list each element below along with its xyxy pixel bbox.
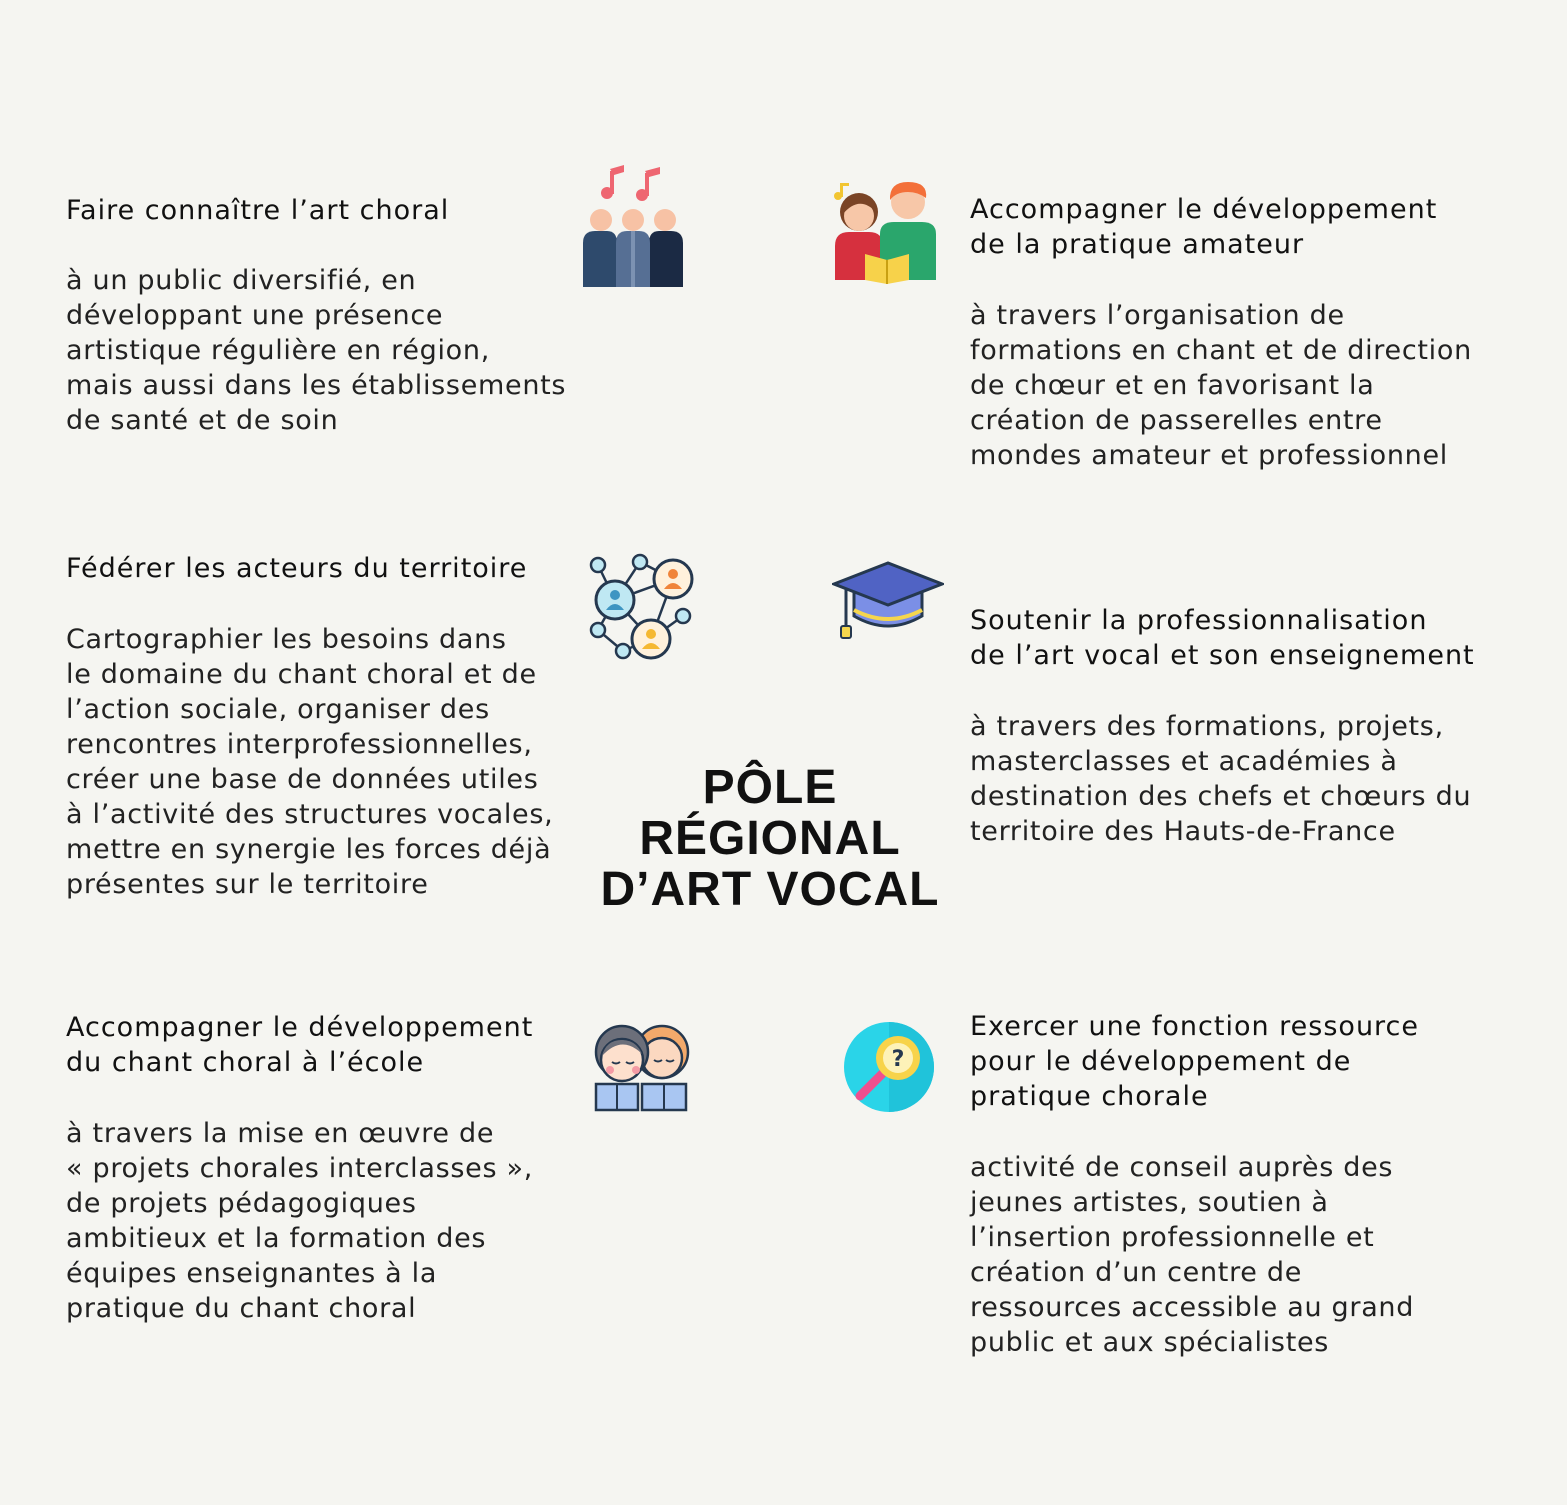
block-text: à un public diversifié, en développant une présence artistique régulière en région, mais aussi dans les établissements de santé et de soin <box>66 265 567 436</box>
network-icon <box>585 552 697 668</box>
block-title: Soutenir la professionnalisation de l’art vocal et son enseignement <box>970 605 1475 671</box>
block-ressource <box>970 1009 1530 1360</box>
block-faire-connaitre <box>66 193 606 438</box>
choir-singers-icon <box>580 165 686 291</box>
two-singers-icon <box>832 180 938 288</box>
block-title: Exercer une fonction ressource pour le développement de pratique chorale <box>970 1011 1420 1112</box>
block-text: à travers des formations, projets, masterclasses et académies à destination des chefs et chœurs du territoire des Hauts-de-France <box>970 711 1472 847</box>
block-title: Faire connaître l’art choral <box>66 195 450 226</box>
magnifier-question-icon <box>842 1020 936 1118</box>
block-text: activité de conseil auprès des jeunes artistes, soutien à l’insertion professionnelle et création d’un centre de ressources accessible au grand public et aux spécialistes <box>970 1152 1415 1358</box>
block-title: Accompagner le développement de la pratique amateur <box>970 194 1438 260</box>
block-text: à travers la mise en œuvre de « projets chorales interclasses », de projets pédagogiques ambitieux et la formation des équipes enseignantes à la pratique du chant choral <box>66 1118 534 1324</box>
block-professionnalisation <box>970 603 1530 849</box>
block-title: Fédérer les acteurs du territoire <box>66 553 528 584</box>
block-text: à travers l’organisation de formations en chant et de direction de chœur et en favorisant la création de passerelles entre mondes amateur et professionnel <box>970 300 1472 471</box>
block-title: Accompagner le développement du chant choral à l’école <box>66 1012 534 1078</box>
page-title: PÔLE RÉGIONAL D’ART VOCAL <box>600 761 940 916</box>
svg-text:?: ? <box>891 1047 905 1072</box>
block-text: Cartographier les besoins dans le domaine du chant choral et de l’action sociale, organiser des rencontres interprofessionnelles, créer une base de données utiles à l’activité des structures vocales, mettre en synergie les forces déjà présentes sur le territoire <box>66 624 554 900</box>
block-federer <box>66 551 606 902</box>
block-ecole <box>66 1010 606 1326</box>
block-pratique-amateur <box>970 192 1530 473</box>
graduation-cap-icon <box>832 560 944 646</box>
children-reading-icon <box>590 1020 694 1116</box>
